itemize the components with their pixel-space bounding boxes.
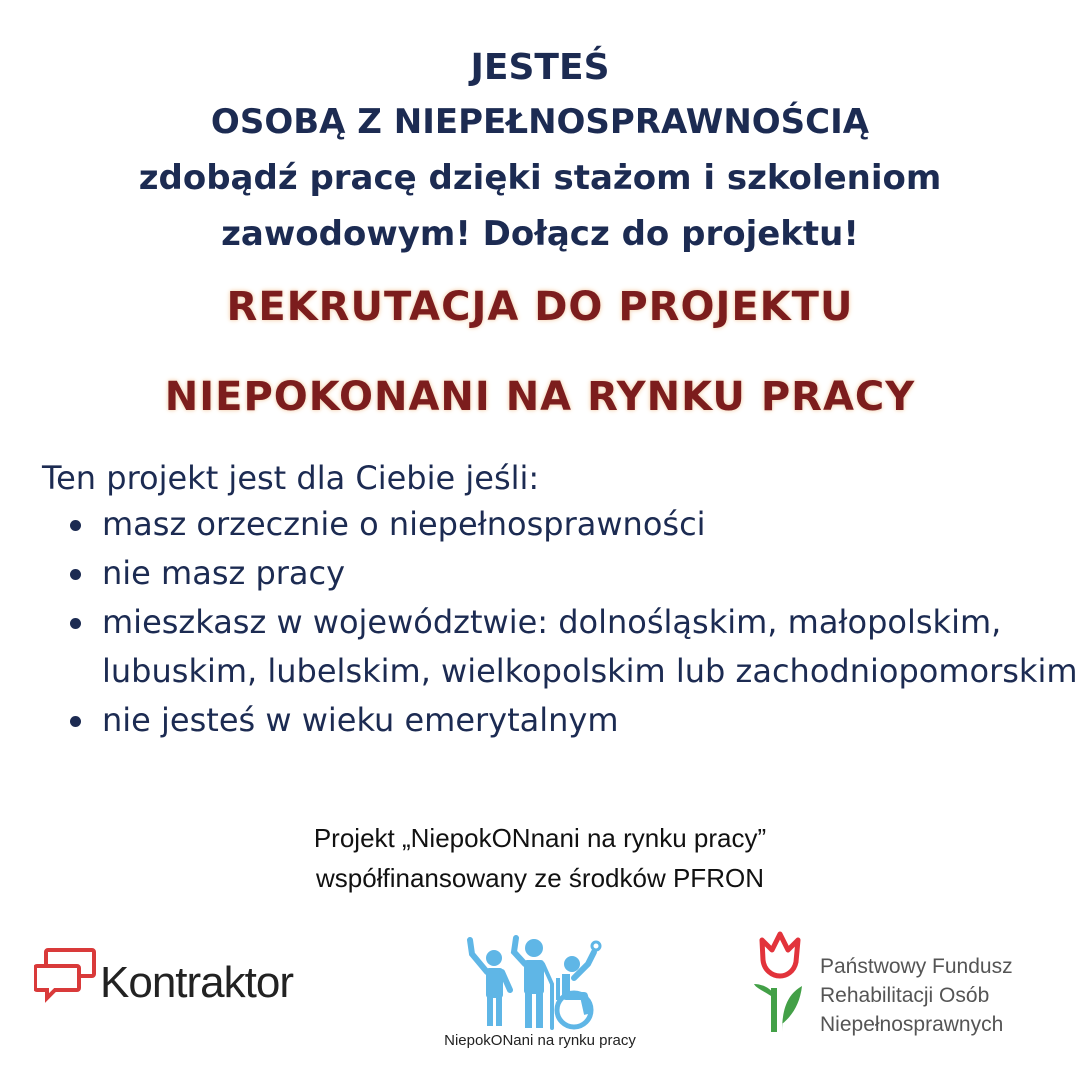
kontraktor-logo <box>34 944 354 1024</box>
criteria-item: masz orzecznie o niepełnosprawności <box>102 500 1080 549</box>
headline-line-3: zdobądź pracę dzięki stażom i szkoleniom <box>138 158 942 198</box>
headline-line-1: JESTEŚ <box>470 47 610 88</box>
criteria-item: mieszkasz w województwie: dolnośląskim, małopolskim, lubuskim, lubelskim, wielkopolskim lub zachodniopomorskim <box>102 598 1080 696</box>
pfron-name-line-1: Państwowy Fundusz <box>820 955 1013 978</box>
pfron-name <box>820 952 1013 1039</box>
tulip-icon <box>752 928 812 1038</box>
kontraktor-name: Kontraktor <box>100 958 293 1007</box>
speech-bubbles-icon <box>34 948 100 1008</box>
criteria-intro: Ten projekt jest dla Ciebie jeśli: <box>42 459 540 497</box>
funding-line-2: współfinansowany ze środków PFRON <box>316 863 764 893</box>
headline <box>0 40 1080 262</box>
headline-line-2: OSOBĄ Z NIEPEŁNOSPRAWNOŚCIĄ <box>210 102 870 142</box>
recruitment-title: REKRUTACJA DO PROJEKTU <box>226 284 854 330</box>
people-with-disability-icon <box>460 934 620 1030</box>
project-name-title: NIEPOKONANI NA RYNKU PRACY <box>164 374 916 420</box>
headline-line-4: zawodowym! Dołącz do projektu! <box>221 214 859 254</box>
criteria-item: nie jesteś w wieku emerytalnym <box>102 696 1080 745</box>
project-logo <box>410 934 670 1064</box>
criteria-item: nie masz pracy <box>102 549 1080 598</box>
pfron-name-line-3: Niepełnosprawnych <box>820 1013 1004 1036</box>
pfron-logo <box>752 928 1052 1048</box>
pfron-name-line-2: Rehabilitacji Osób <box>820 984 990 1007</box>
funding-line-1: Projekt „NiepokONnani na rynku pracy” <box>313 823 767 853</box>
criteria-list <box>60 500 1080 745</box>
project-logo-caption: NiepokONani na rynku pracy <box>444 1032 636 1049</box>
funding-note <box>0 818 1080 898</box>
